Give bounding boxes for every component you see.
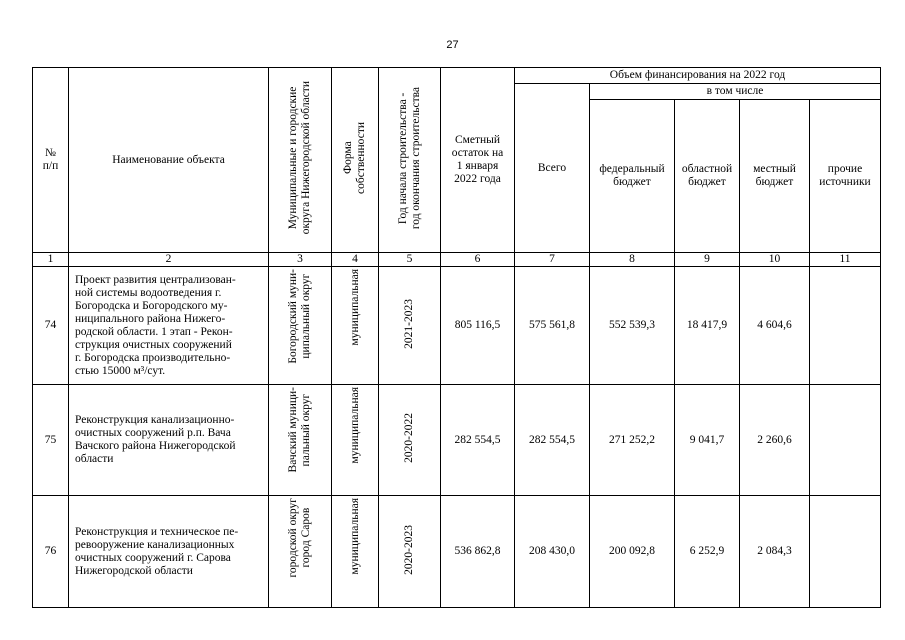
financing-table [32, 67, 881, 608]
column-index: 3 [269, 253, 332, 267]
header-years-label: Год начала строительства - год окончания строительства [396, 86, 422, 230]
estimate-value: 536 862,8 [441, 496, 515, 608]
ownership-cell [332, 385, 379, 496]
ownership-cell [332, 267, 379, 385]
ownership-text: муниципальная [348, 269, 361, 346]
municipality-cell [269, 385, 332, 496]
header-regional [675, 100, 740, 253]
header-federal-label: федеральный бюджет [599, 163, 665, 188]
header-federal [590, 100, 675, 253]
regional-value: 18 417,9 [675, 267, 740, 385]
page-number: 27 [446, 39, 459, 51]
municipality-text: Вачский муници- пальный округ [287, 387, 312, 473]
total-value: 575 561,8 [515, 267, 590, 385]
table-row [33, 385, 881, 496]
header-years [379, 68, 441, 253]
federal-value: 200 092,8 [590, 496, 675, 608]
object-name: Проект развития централизован- ной системы водоотведения г. Богородска и Богородского му- ниципального района Нижего- родской области. 1 этап - Рекон- струкция очистных сооружений г. Богородска производительно- стью 15000 м³/сут. [69, 267, 269, 385]
years-text: 2020-2023 [403, 524, 415, 575]
header-name: Наименование объекта [69, 68, 269, 253]
column-index: 6 [441, 253, 515, 267]
object-name: Реконструкция и техническое пе- ревооружение канализационных очистных сооружений г. Сарова Нижегородской области [69, 496, 269, 608]
header-no-label: № п/п [42, 147, 59, 172]
regional-value: 6 252,9 [675, 496, 740, 608]
row-number: 74 [33, 267, 69, 385]
estimate-value: 805 116,5 [441, 267, 515, 385]
object-name: Реконструкция канализационно- очистных сооружений р.п. Вача Вачского района Нижегородской области [69, 385, 269, 496]
federal-value: 552 539,3 [590, 267, 675, 385]
header-local [740, 100, 810, 253]
regional-value: 9 041,7 [675, 385, 740, 496]
column-index: 9 [675, 253, 740, 267]
municipality-text: Богородский муни- ципальный округ [287, 269, 312, 364]
other-value [810, 267, 881, 385]
municipality-cell [269, 267, 332, 385]
header-other [810, 100, 881, 253]
header-other-label: прочие источники [819, 163, 871, 188]
ownership-text: муниципальная [348, 387, 361, 464]
header-ownership [332, 68, 379, 253]
local-value: 2 084,3 [740, 496, 810, 608]
header-estimate [441, 68, 515, 253]
estimate-value: 282 554,5 [441, 385, 515, 496]
ownership-text: муниципальная [348, 498, 361, 575]
municipality-text: городской округ город Саров [287, 498, 312, 578]
years-cell [379, 496, 441, 608]
header-municipality [269, 68, 332, 253]
header-total: Всего [515, 84, 590, 253]
years-text: 2021-2023 [403, 298, 415, 349]
column-index-row [33, 253, 881, 267]
local-value: 4 604,6 [740, 267, 810, 385]
column-index: 11 [810, 253, 881, 267]
years-cell [379, 385, 441, 496]
column-index: 7 [515, 253, 590, 267]
total-value: 282 554,5 [515, 385, 590, 496]
header-estimate-label: Сметный остаток на 1 января 2022 года [451, 134, 504, 185]
header-funding-group: Объем финансирования на 2022 год [515, 68, 881, 84]
ownership-cell [332, 496, 379, 608]
column-index: 4 [332, 253, 379, 267]
row-number: 75 [33, 385, 69, 496]
other-value [810, 385, 881, 496]
years-cell [379, 267, 441, 385]
column-index: 2 [69, 253, 269, 267]
table-row [33, 267, 881, 385]
header-municipality-label: Муниципальные и городские округа Нижегородской области [287, 81, 312, 235]
header-regional-label: областной бюджет [681, 163, 733, 188]
column-index: 5 [379, 253, 441, 267]
column-index: 1 [33, 253, 69, 267]
other-value [810, 496, 881, 608]
header-including-group: в том числе [590, 84, 881, 100]
table-row [33, 496, 881, 608]
federal-value: 271 252,2 [590, 385, 675, 496]
municipality-cell [269, 496, 332, 608]
row-number: 76 [33, 496, 69, 608]
column-index: 8 [590, 253, 675, 267]
total-value: 208 430,0 [515, 496, 590, 608]
header-local-label: местный бюджет [753, 163, 796, 188]
local-value: 2 260,6 [740, 385, 810, 496]
column-index: 10 [740, 253, 810, 267]
header-no [33, 68, 69, 253]
years-text: 2020-2022 [403, 413, 415, 463]
header-ownership-label: Форма собственности [342, 122, 367, 194]
